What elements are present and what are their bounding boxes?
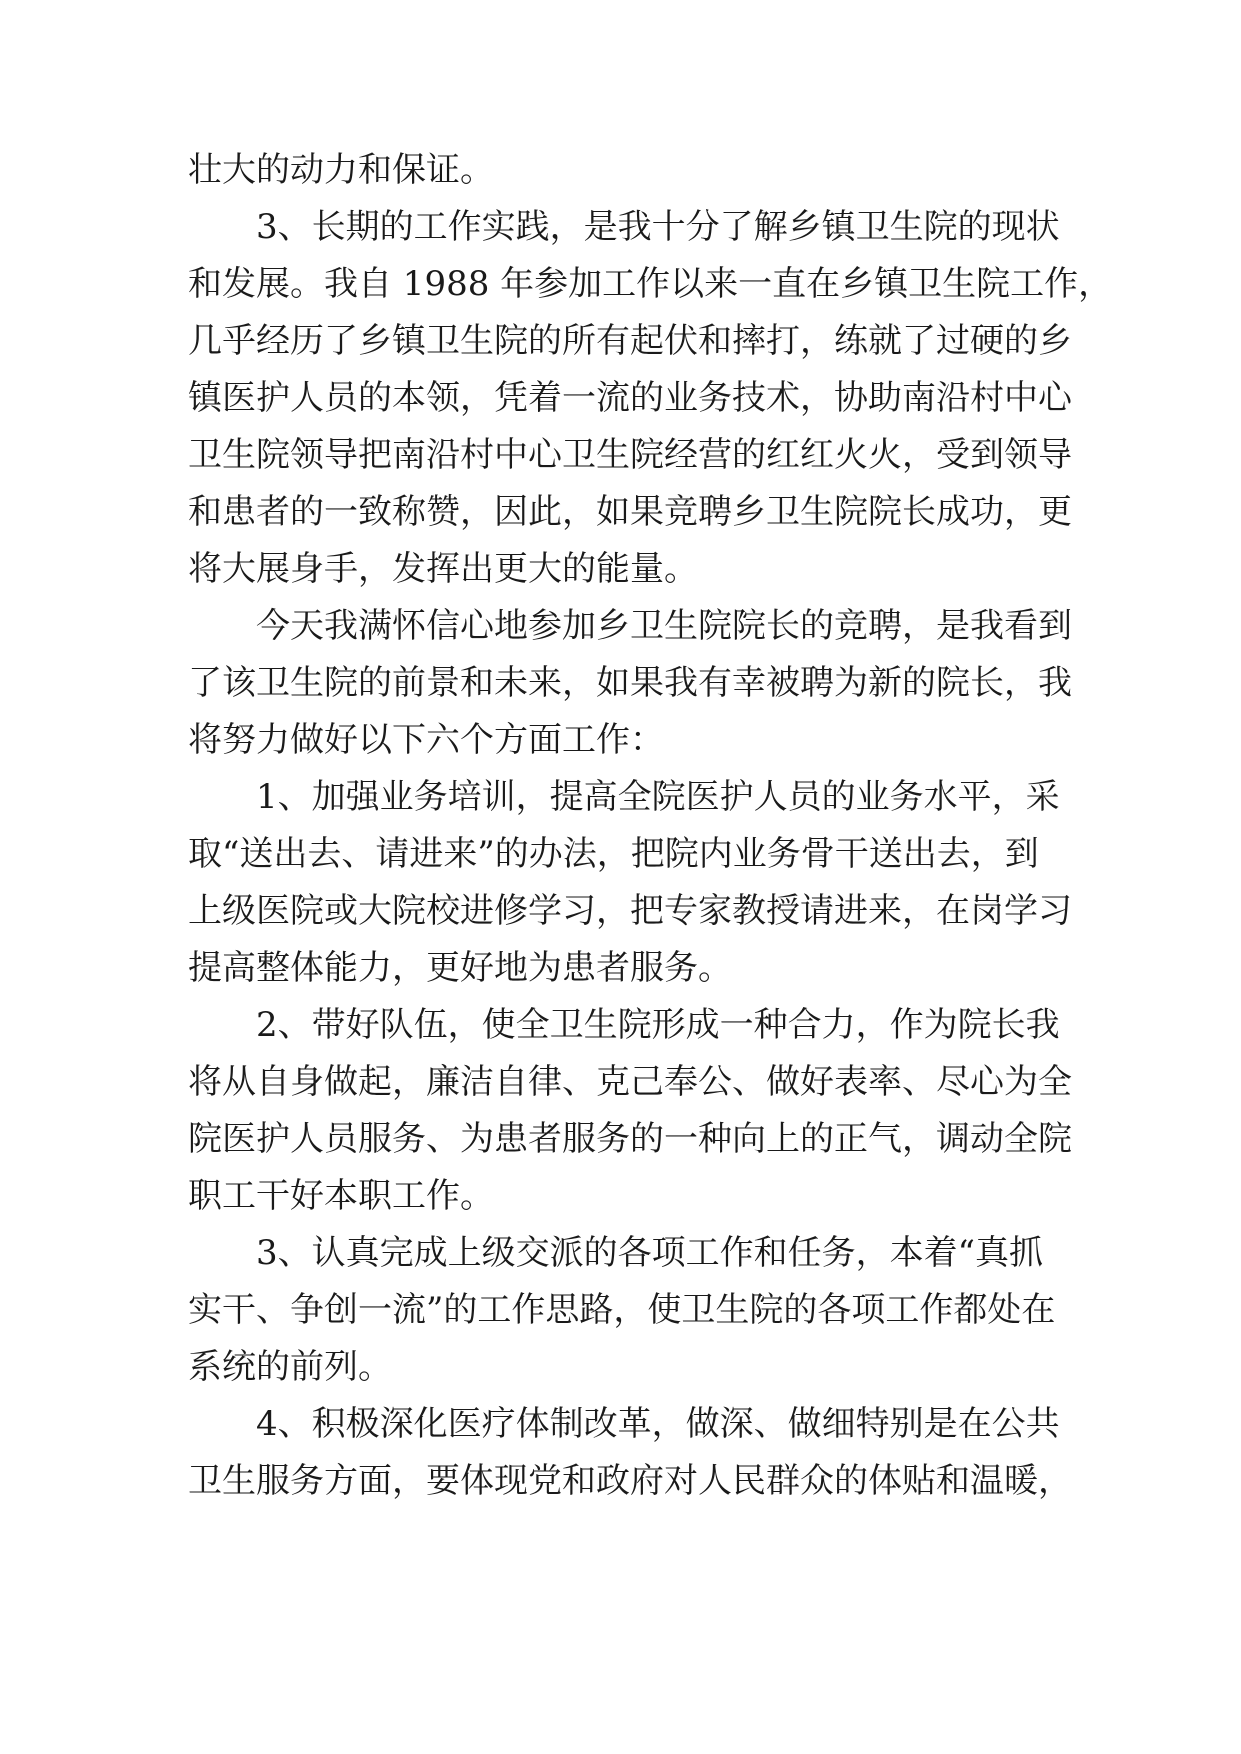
text-line: 几乎经历了乡镇卫生院的所有起伏和摔打，练就了过硬的乡 — [188, 321, 1072, 361]
text-line: 卫生服务方面，要体现党和政府对人民群众的体贴和温暖， — [188, 1461, 1072, 1501]
text-line: 今天我满怀信心地参加乡卫生院院长的竞聘，是我看到 — [256, 606, 1072, 646]
text-line: 将努力做好以下六个方面工作： — [188, 720, 664, 760]
text-line: 1、加强业务培训，提高全院医护人员的业务水平，采 — [256, 777, 1060, 817]
text-line: 将大展身手，发挥出更大的能量。 — [188, 549, 698, 589]
text-line: 壮大的动力和保证。 — [188, 150, 494, 190]
text-line: 系统的前列。 — [188, 1347, 392, 1387]
text-line: 院医护人员服务、为患者服务的一种向上的正气，调动全院 — [188, 1119, 1072, 1159]
text-line: 取“送出去、请进来”的办法，把院内业务骨干送出去，到 — [188, 834, 1039, 874]
text-line: 和发展。我自 1988 年参加工作以来一直在乡镇卫生院工作， — [188, 264, 1113, 304]
text-line: 上级医院或大院校进修学习，把专家教授请进来，在岗学习 — [188, 891, 1072, 931]
text-line: 2、带好队伍，使全卫生院形成一种合力，作为院长我 — [256, 1005, 1060, 1045]
text-line: 和患者的一致称赞，因此，如果竞聘乡卫生院院长成功，更 — [188, 492, 1072, 532]
text-line: 实干、争创一流”的工作思路，使卫生院的各项工作都处在 — [188, 1290, 1056, 1330]
text-line: 4、积极深化医疗体制改革，做深、做细特别是在公共 — [256, 1404, 1060, 1444]
text-line: 提高整体能力，更好地为患者服务。 — [188, 948, 732, 988]
text-line: 3、长期的工作实践，是我十分了解乡镇卫生院的现状 — [256, 207, 1060, 247]
text-line: 将从自身做起，廉洁自律、克己奉公、做好表率、尽心为全 — [188, 1062, 1072, 1102]
text-line: 了该卫生院的前景和未来，如果我有幸被聘为新的院长，我 — [188, 663, 1072, 703]
text-line: 3、认真完成上级交派的各项工作和任务，本着“真抓 — [256, 1233, 1044, 1273]
text-line: 职工干好本职工作。 — [188, 1176, 494, 1216]
text-line: 卫生院领导把南沿村中心卫生院经营的红红火火，受到领导 — [188, 435, 1072, 475]
text-line: 镇医护人员的本领，凭着一流的业务技术，协助南沿村中心 — [188, 378, 1072, 418]
